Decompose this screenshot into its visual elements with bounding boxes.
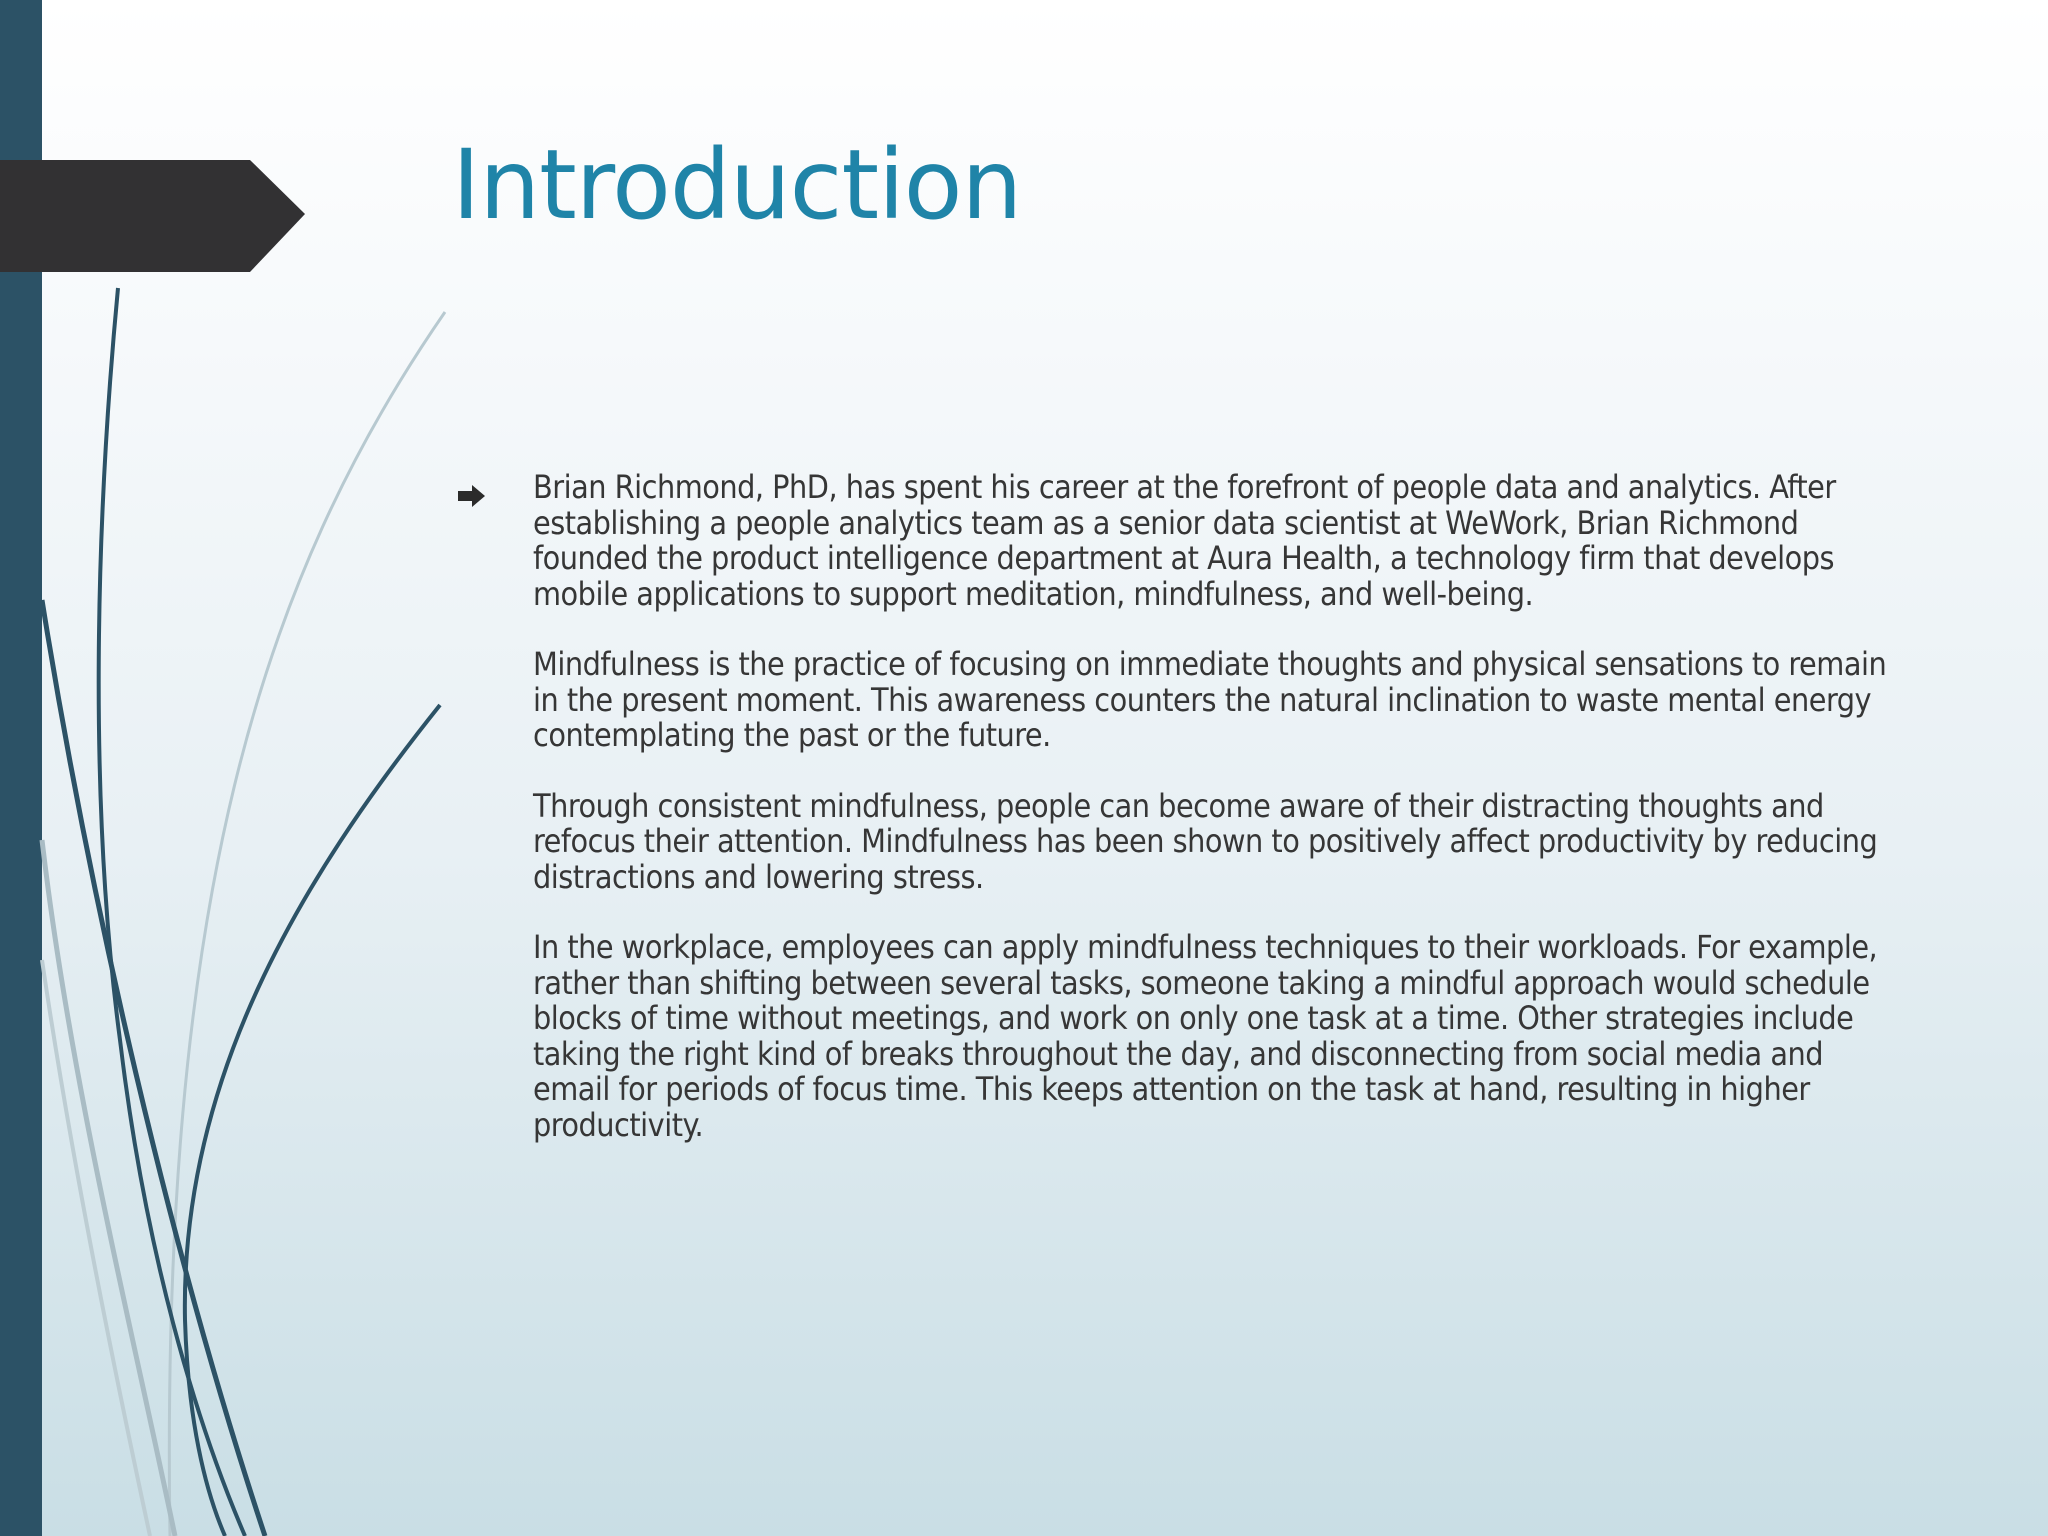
arrow-bullet-icon [458,484,486,508]
bullet-paragraph-4: In the workplace, employees can apply mindfulness techniques to their workloads. For example, rather than shifting between several tasks, someone taking a mindful approach would schedule blocks of time without meetings, and work on only one task at a time. Other strategies include taking the right kind of breaks throughout the day, and disconnecting from social media and email for periods of focus time. This keeps attention on the task at hand, resulting in higher productivity. [533,928,1878,1144]
bullet-paragraph-1: Brian Richmond, PhD, has spent his career at the forefront of people data and analytics. After establishing a people analytics team as a senior data scientist at WeWork, Brian Richmond founded the product intelligence department at Aura Health, a technology firm that develops mobile applications to support meditation, mindfulness, and well-being. [533,468,1836,613]
slide-title: Introduction [452,129,1022,241]
bullet-paragraph-3: Through consistent mindfulness, people can become aware of their distracting thoughts and refocus their attention. Mindfulness has been shown to positively affect productivity by reducing distractions and lowering stress. [533,786,1878,896]
light-curve-3 [42,960,150,1536]
content-list [452,470,1892,1178]
title-tab-shape [0,160,305,272]
bullet-paragraph-2: Mindfulness is the practice of focusing on immediate thoughts and physical sensations to remain in the present moment. This awareness counters the natural inclination to waste mental energy contemplating the past or the future. [533,645,1887,754]
